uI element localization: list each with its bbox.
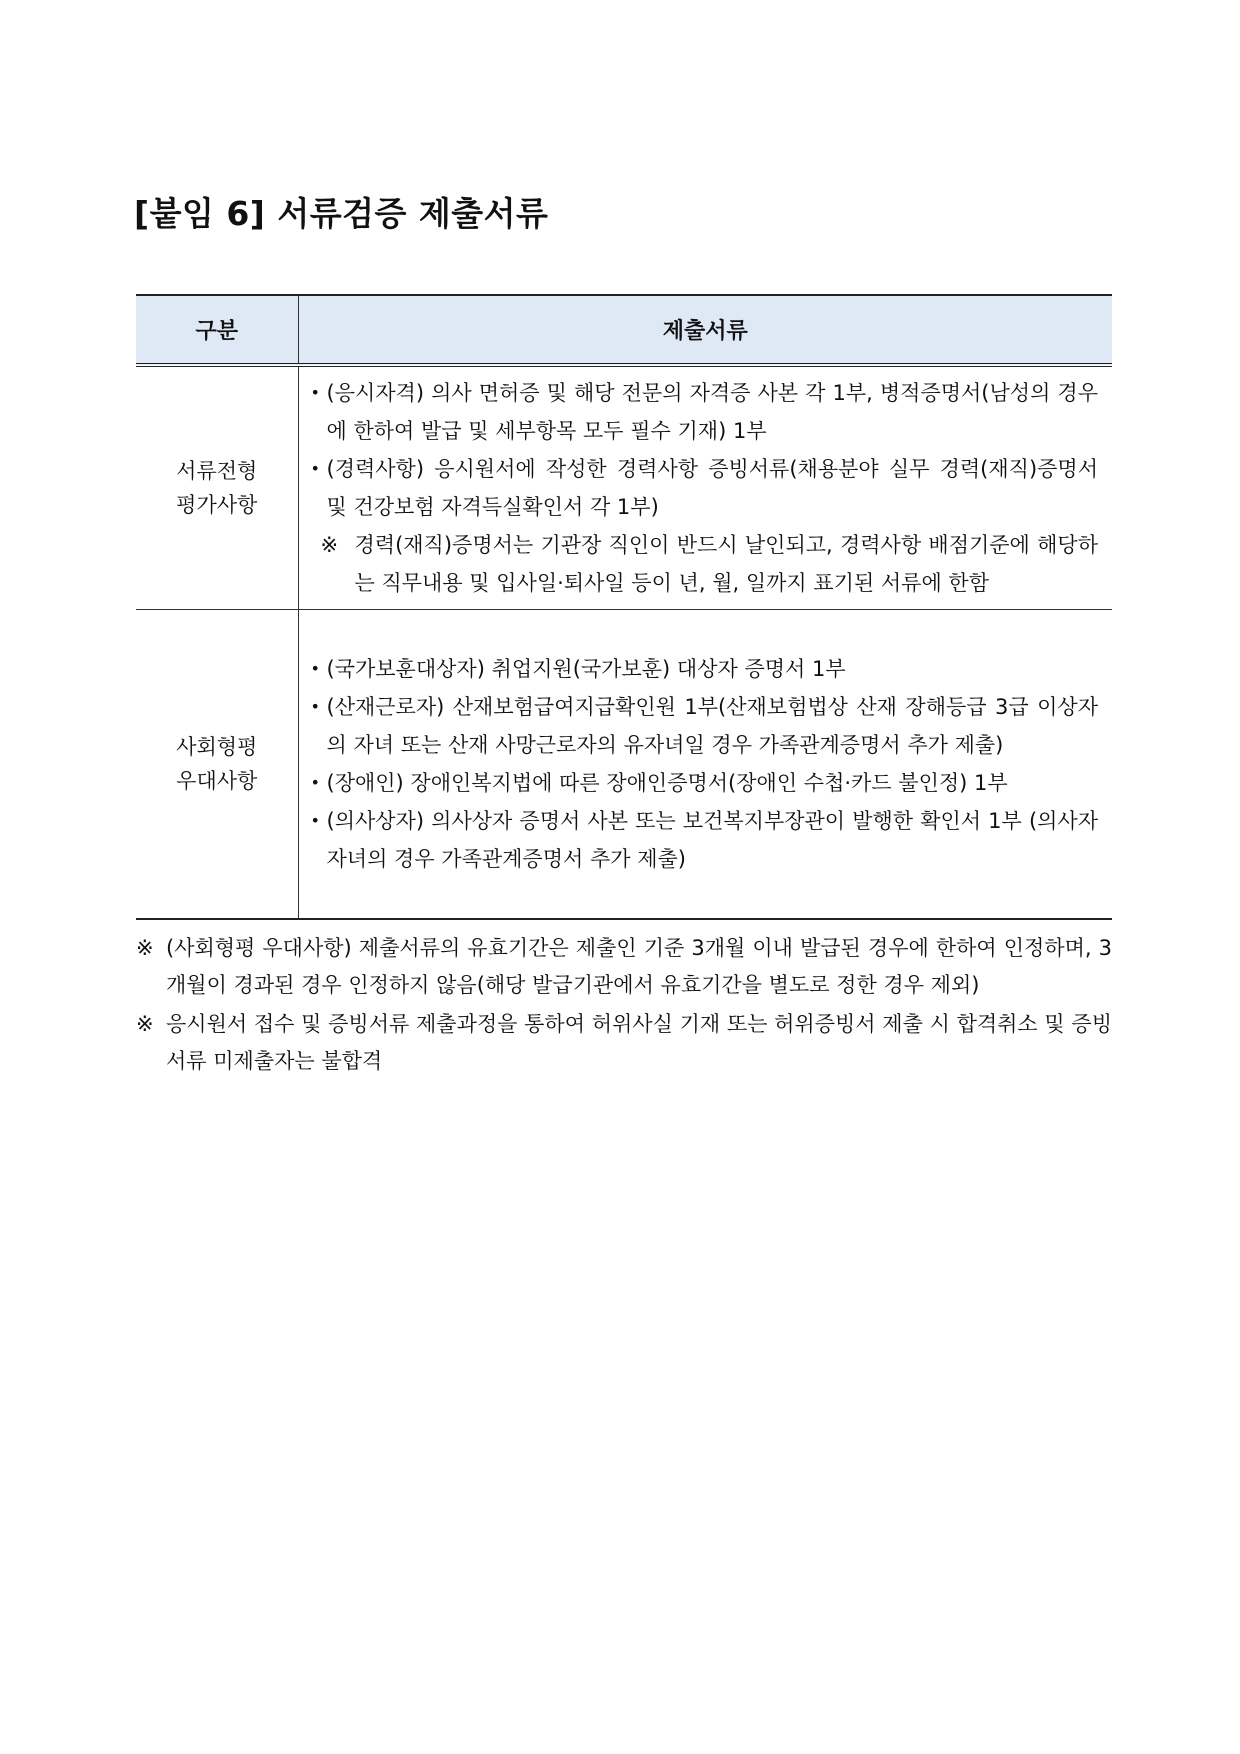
category-line: 서류전형 [176,458,258,483]
inline-note-text: 경력(재직)증명서는 기관장 직인이 반드시 날인되고, 경력사항 배점기준에 해당하는 직무내용 및 입사일·퇴사일 등이 년, 월, 일까지 표기된 서류에 한함 [354,532,1098,595]
list-item [311,450,1099,526]
category-cell [136,609,298,919]
bullet-icon: • [310,772,320,792]
bullet-icon: • [310,658,320,678]
list-item [311,802,1099,878]
table-row [136,609,1112,919]
document-list [311,650,1099,878]
table-header-row [136,295,1112,365]
bullet-icon: • [310,458,320,478]
bullet-icon: • [310,696,320,716]
documents-cell [298,365,1112,609]
footnote [136,930,1112,1004]
category-line: 사회형평 [176,734,258,759]
bullet-icon: • [310,810,320,830]
footnote [136,1006,1112,1080]
page-title: [붙임 6] 서류검증 제출서류 [134,194,549,233]
inline-note [311,526,1099,602]
reference-mark-icon: ※ [136,1012,154,1036]
footnote-text: 응시원서 접수 및 증빙서류 제출과정을 통하여 허위사실 기재 또는 허위증빙서 제출 시 합격취소 및 증빙서류 미제출자는 불합격 [166,1012,1112,1073]
footnotes [136,930,1112,1082]
footnote-text: (사회형평 우대사항) 제출서류의 유효기간은 제출인 기준 3개월 이내 발급된 경우에 한하여 인정하며, 3개월이 경과된 경우 인정하지 않음(해당 발급기관에서 유효기간을 별도로 정한 경우 제외) [166,936,1112,997]
list-item-text: (응시자격) 의사 면허증 및 해당 전문의 자격증 사본 각 1부, 병적증명서(남성의 경우에 한하여 발급 및 세부항목 모두 필수 기재) 1부 [326,380,1098,443]
list-item-text: (경력사항) 응시원서에 작성한 경력사항 증빙서류(채용분야 실무 경력(재직)증명서 및 건강보험 자격득실확인서 각 1부) [326,456,1098,519]
reference-mark-icon: ※ [320,532,339,557]
document-table [136,294,1112,920]
documents-cell [298,609,1112,919]
list-item [311,764,1099,802]
list-item [311,688,1099,764]
list-item-text: (국가보훈대상자) 취업지원(국가보훈) 대상자 증명서 1부 [326,656,846,681]
header-category: 구분 [136,295,298,365]
table-row [136,365,1112,609]
list-item-text: (산재근로자) 산재보험급여지급확인원 1부(산재보험법상 산재 장해등급 3급 이상자의 자녀 또는 산재 사망근로자의 유자녀일 경우 가족관계증명서 추가 제출) [326,694,1098,757]
header-documents: 제출서류 [298,295,1112,365]
list-item [311,374,1099,450]
bullet-icon: • [310,382,320,402]
category-line: 우대사항 [176,768,258,793]
list-item [311,650,1099,688]
category-line: 평가사항 [176,492,258,517]
list-item-text: (의사상자) 의사상자 증명서 사본 또는 보건복지부장관이 발행한 확인서 1부 (의사자 자녀의 경우 가족관계증명서 추가 제출) [326,808,1098,871]
document-list [311,374,1099,526]
category-cell [136,365,298,609]
list-item-text: (장애인) 장애인복지법에 따른 장애인증명서(장애인 수첩·카드 불인정) 1부 [326,770,1008,795]
reference-mark-icon: ※ [136,936,154,960]
